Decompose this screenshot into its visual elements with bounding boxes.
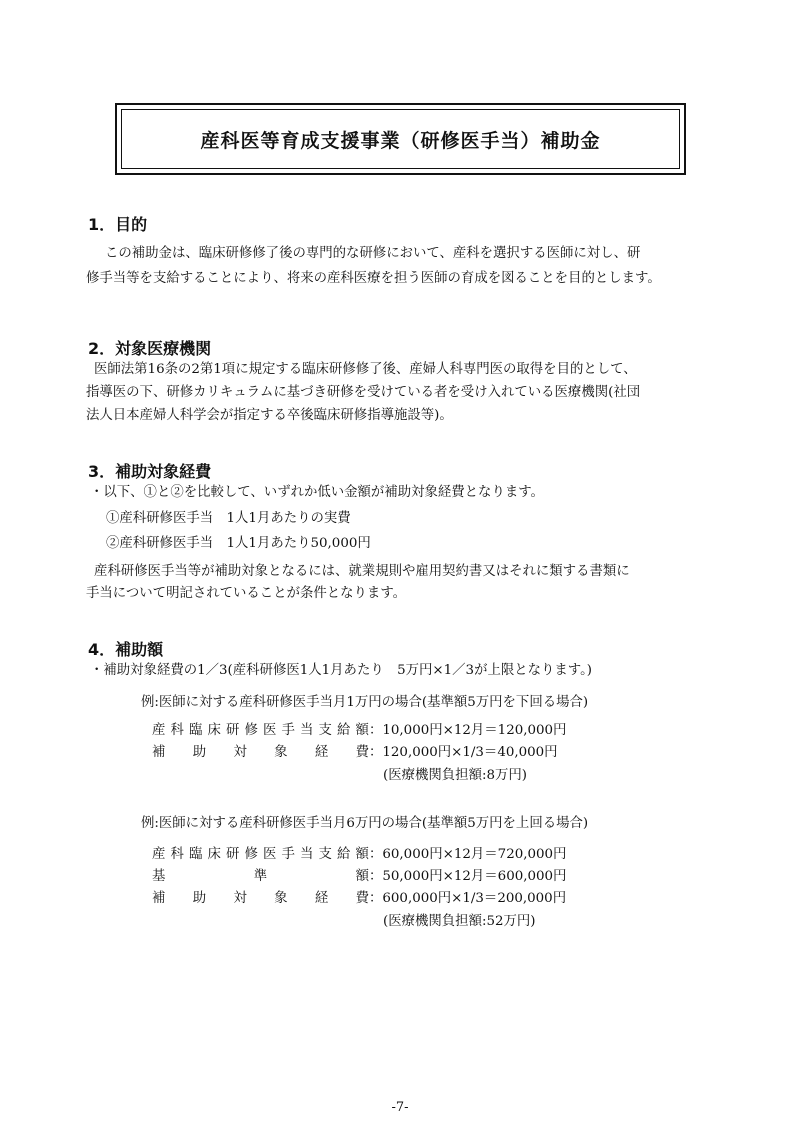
example-2-row-2-value: ：50,000円×12月＝600,000円: [369, 869, 567, 884]
example-1-row-2-value: ：120,000円×1/3＝40,000円: [369, 745, 558, 760]
section-3-line-5: 手当について明記されていることが条件となります。: [86, 586, 407, 601]
section-2-line-2: 指導医の下、研修カリキュラムに基づき研修を受けている者を受け入れている医療機関(社団: [86, 385, 641, 400]
section-1-line-2: 修手当等を支給することにより、将来の産科医療を担う医師の育成を図ることを目的とします。: [86, 271, 661, 286]
section-4-line-1: ・補助対象経費の1／3(産科研修医1人1月あたり 5万円×1／3が上限となります。): [90, 663, 593, 678]
section-3-heading: 3．補助対象経費: [88, 462, 212, 481]
section-1-heading: 1．目的: [88, 215, 148, 234]
section-3-line-4: 産科研修医手当等が補助対象となるには、就業規則や雇用契約書又はそれに類する書類に: [94, 564, 630, 579]
example-2-row-1-value: ：60,000円×12月＝720,000円: [369, 847, 567, 862]
example-1-row-1-value: ：10,000円×12月＝120,000円: [369, 723, 567, 738]
example-2-title: 例:医師に対する産科研修医手当月6万円の場合(基準額5万円を上回る場合): [141, 816, 589, 831]
example-1-title: 例:医師に対する産科研修医手当月1万円の場合(基準額5万円を下回る場合): [141, 695, 589, 710]
example-2-row-3-label: 補 助 対 象 経 費: [152, 891, 369, 906]
section-2-line-3: 法人日本産婦人科学会が指定する卒後臨床研修指導施設等)。: [86, 408, 453, 423]
title-inner-frame: [121, 109, 680, 169]
section-4-heading: 4．補助額: [88, 640, 164, 659]
document-title: 産科医等育成支援事業（研修医手当）補助金: [200, 129, 601, 152]
section-3-item-1: ①産科研修医手当 1人1月あたりの実費: [106, 511, 351, 526]
section-1-line-1: この補助金は、臨床研修修了後の専門的な研修において、産科を選択する医師に対し、研: [105, 246, 641, 261]
section-3-line-1: ・以下、①と②を比較して、いずれか低い金額が補助対象経費となります。: [90, 485, 544, 500]
example-1-note: (医療機関負担額:8万円): [383, 768, 527, 783]
title-box: [115, 103, 686, 175]
section-3-item-2: ②産科研修医手当 1人1月あたり50,000円: [106, 536, 371, 551]
example-2-row-1-label: 産 科 臨 床 研 修 医 手 当 支 給 額: [152, 847, 369, 862]
example-1-row-1-label: 産 科 臨 床 研 修 医 手 当 支 給 額: [152, 723, 369, 738]
page-number: -7-: [391, 1100, 409, 1115]
section-2-line-1: 医師法第16条の2第1項に規定する臨床研修修了後、産婦人科専門医の取得を目的として、: [94, 362, 637, 377]
section-2-heading: 2．対象医療機関: [88, 339, 212, 358]
example-2-row-2-label: 基 準 額: [152, 869, 369, 884]
example-2-note: (医療機関負担額:52万円): [383, 914, 536, 929]
example-2-row-3-value: ：600,000円×1/3＝200,000円: [369, 891, 567, 906]
example-1-row-2-label: 補 助 対 象 経 費: [152, 745, 369, 760]
